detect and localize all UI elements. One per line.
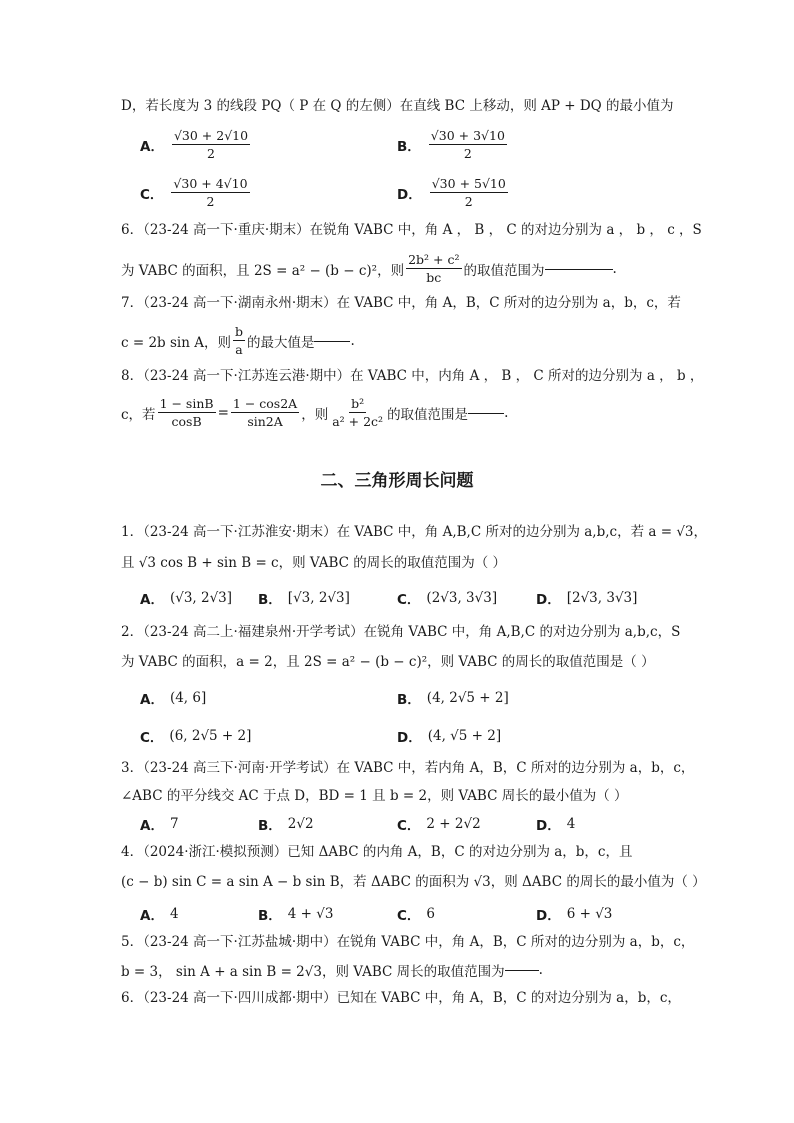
- answer-blank[interactable]: [314, 340, 350, 342]
- answer-blank[interactable]: [545, 268, 613, 270]
- q5-option-a: A． $\frac{√30 + 2√10}{2}$: [140, 128, 249, 161]
- p5-line1: 5．（23-24 高一下·江苏盐城·期中）在锐角 VABC 中，角 A，B，C 所对的边分别为 a，b，c，: [121, 934, 695, 950]
- q6-line1: 6．（23-24 高一下·重庆·期末）在锐角 VABC 中，角 A ， B ， C 的对边分别为 a ， b ， c ，S: [121, 222, 702, 238]
- p1-option-b: B． [√3, 2√3]: [258, 590, 350, 608]
- p4-option-c: C． 6: [397, 906, 436, 924]
- q8-line2: c，若 $\frac{1 - \sin B}{\cos B}$ = $\frac{1 - \cos 2A}{\sin 2A}$ ，则 $\frac{\text{b²}}{\text{a² + 2c²}}$ 的取值范围是 .: [121, 396, 509, 429]
- p2-option-b: B． (4, 2√5 + 2]: [397, 690, 509, 708]
- answer-blank[interactable]: [468, 412, 504, 414]
- p2-option-c: C． (6, 2√5 + 2]: [140, 728, 252, 746]
- p2-option-d: D． (4, √5 + 2]: [397, 728, 502, 746]
- p2-option-a: A． (4, 6]: [140, 690, 207, 708]
- q5-option-b: B． $\frac{√30 + 3√10}{2}$: [397, 128, 505, 161]
- p3-option-b: B． 2√2: [258, 816, 314, 834]
- q5-option-c: C． $\frac{√30 + 4√10}{2}$: [140, 176, 248, 209]
- p3-option-a: A． 7: [140, 816, 179, 834]
- p4-line1: 4．（2024·浙江·模拟预测）已知 ΔABC 的内角 A，B，C 的对边分别为 a，b，c，且: [121, 844, 633, 860]
- p1-option-a: A． (√3, 2√3]: [140, 590, 233, 608]
- q7-line1: 7．（23-24 高一下·湖南永州·期末）在 VABC 中，角 A，B，C 所对的边分别为 a，b，c，若: [121, 295, 681, 311]
- q6-line2: 为 VABC 的面积，且 2S = a² − (b − c)²，则 $\frac{\text{2b² + c²}}{bc}$ 的取值范围为 .: [121, 252, 617, 285]
- p3-option-c: C． 2 + 2√2: [397, 816, 481, 834]
- q8-line1: 8．（23-24 高一下·江苏连云港·期中）在 VABC 中，内角 A ， B ， C 所对的边分别为 a ， b ，: [121, 368, 704, 384]
- p1-line2: 且 √3 cos B + sin B = c，则 VABC 的周长的取值范围为（ ）: [121, 555, 507, 571]
- p1-option-c: C． (2√3, 3√3]: [397, 590, 498, 608]
- q7-line2: c = 2b sin A，则 $\frac{b}{a}$ 的最大值是 .: [121, 324, 355, 357]
- p4-option-b: B． 4 + √3: [258, 906, 334, 924]
- p3-line2: ∠ABC 的平分线交 AC 于点 D，BD = 1 且 b = 2，则 VABC 周长的最小值为（ ）: [121, 788, 628, 804]
- p4-option-a: A． 4: [140, 906, 179, 924]
- answer-blank[interactable]: [505, 969, 539, 971]
- q5-option-d: D． $\frac{√30 + 5√10}{2}$: [397, 176, 506, 209]
- p1-line1: 1．（23-24 高一下·江苏淮安·期末）在 VABC 中，角 A,B,C 所对的边分别为 a,b,c，若 a = √3，: [121, 524, 708, 540]
- p3-option-d: D． 4: [536, 816, 576, 834]
- p5-line2: b = 3， sin A + a sin B = 2√3，则 VABC 周长的取值范围为 .: [121, 962, 543, 980]
- p6-line1: 6．（23-24 高一下·四川成都·期中）已知在 VABC 中，角 A，B，C 的对边分别为 a，b，c，: [121, 990, 681, 1006]
- section-heading: 二、三角形周长问题: [320, 471, 474, 491]
- p2-line2: 为 VABC 的面积，a = 2，且 2S = a² − (b − c)²，则 VABC 的周长的取值范围是（ ）: [121, 654, 655, 670]
- q5-text: D，若长度为 3 的线段 PQ（ P 在 Q 的左侧）在直线 BC 上移动，则 AP + DQ 的最小值为: [121, 98, 674, 114]
- p4-line2: (c − b) sin C = a sin A − b sin B，若 ΔABC 的面积为 √3，则 ΔABC 的周长的最小值为（ ）: [121, 874, 706, 890]
- p2-line1: 2．（23-24 高二上·福建泉州·开学考试）在锐角 VABC 中，角 A,B,C 的对边分别为 a,b,c，S: [121, 624, 681, 640]
- p3-line1: 3．（23-24 高三下·河南·开学考试）在 VABC 中，若内角 A，B，C 所对的边分别为 a，b，c，: [121, 760, 695, 776]
- p1-option-d: D． [2√3, 3√3]: [536, 590, 638, 608]
- p4-option-d: D． 6 + √3: [536, 906, 613, 924]
